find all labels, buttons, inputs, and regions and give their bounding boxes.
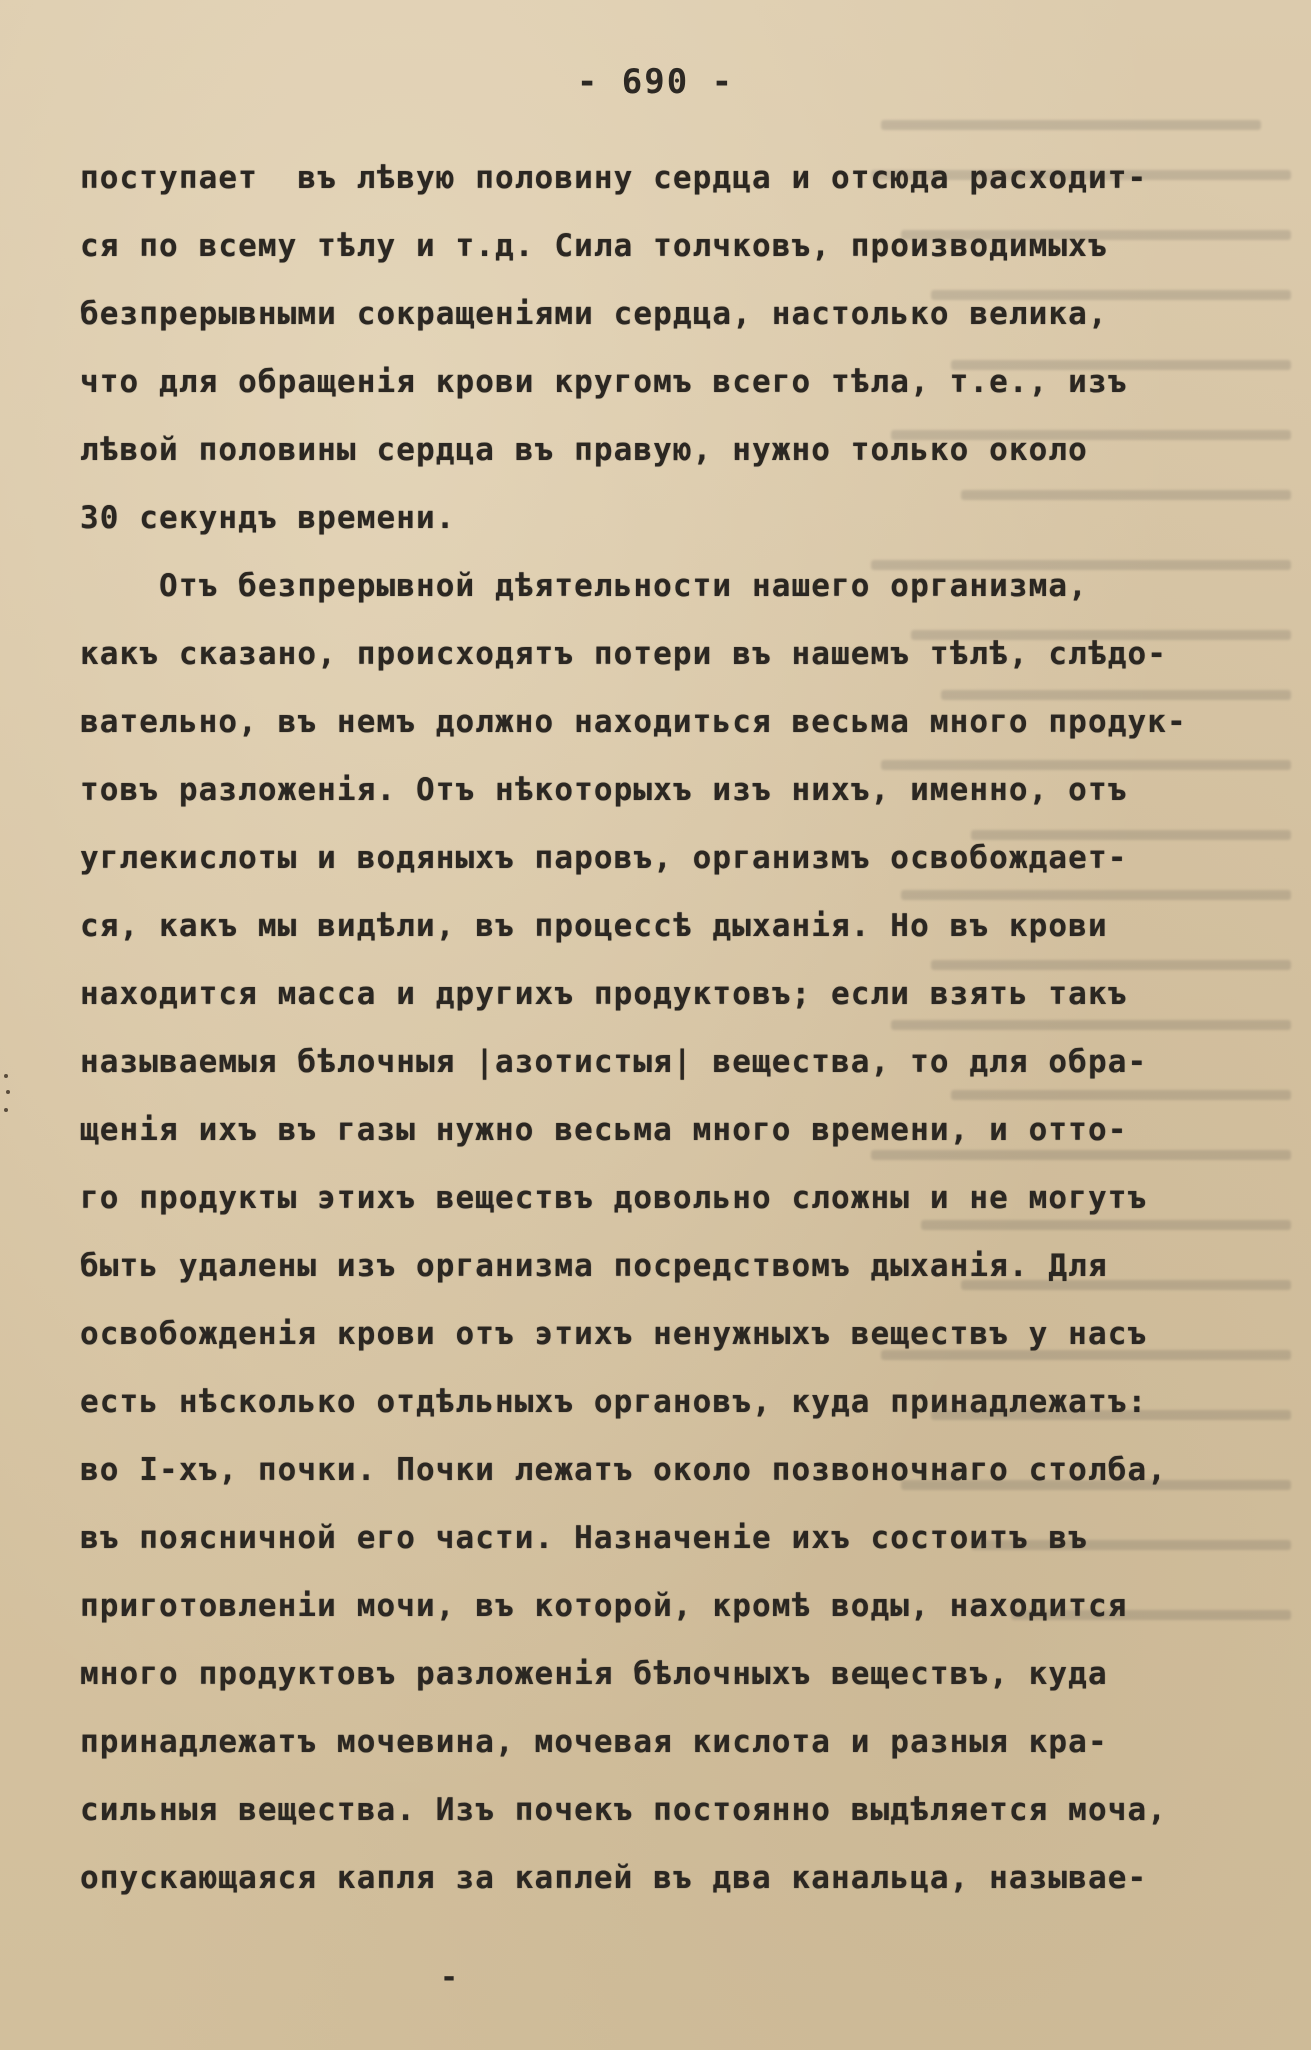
text-line: Отъ безпрерывной дѣятельности нашего организма, <box>80 568 1088 604</box>
text-line: углекислоты и водяныхъ паровъ, организмъ освобождает- <box>80 840 1128 876</box>
text-line: безпрерывными сокращеніями сердца, настолько велика, <box>80 296 1108 332</box>
text-line: принадлежатъ мочевина, мочевая кислота и разныя кра- <box>80 1724 1108 1760</box>
text-line: называемыя бѣлочныя |азотистыя| вещества, то для обра- <box>80 1044 1148 1080</box>
text-line: что для обращенія крови кругомъ всего тѣла, т.е., изъ <box>80 364 1128 400</box>
text-line: освобожденія крови отъ этихъ ненужныхъ веществъ у насъ <box>80 1316 1148 1352</box>
text-line: опускающаяся капля за каплей въ два канальца, называе- <box>80 1860 1148 1896</box>
text-line: лѣвой половины сердца въ правую, нужно только около <box>80 432 1088 468</box>
text-line: находится масса и другихъ продуктовъ; если взять такъ <box>80 976 1128 1012</box>
text-line: поступает въ лѣвую половину сердца и отсюда расходит- <box>80 160 1148 196</box>
text-line: приготовленіи мочи, въ которой, кромѣ воды, находится <box>80 1588 1128 1624</box>
bleed-through-texture <box>871 110 1301 1670</box>
page-number: - 690 - <box>576 62 735 102</box>
text-line: щенія ихъ въ газы нужно весьма много времени, и отто- <box>80 1112 1128 1148</box>
footer-dash: - <box>440 1960 459 1995</box>
text-line: ся, какъ мы видѣли, въ процессѣ дыханія. Но въ крови <box>80 908 1108 944</box>
edge-marks <box>2 1070 12 1130</box>
text-line: вательно, въ немъ должно находиться весьма много продук- <box>80 704 1187 740</box>
text-line: сильныя вещества. Изъ почекъ постоянно выдѣляется моча, <box>80 1792 1167 1828</box>
text-line: какъ сказано, происходятъ потери въ нашемъ тѣлѣ, слѣдо- <box>80 636 1167 672</box>
text-line: есть нѣсколько отдѣльныхъ органовъ, куда принадлежатъ: <box>80 1384 1148 1420</box>
text-line: быть удалены изъ организма посредствомъ дыханія. Для <box>80 1248 1108 1284</box>
text-line: го продукты этихъ веществъ довольно сложны и не могутъ <box>80 1180 1148 1216</box>
text-line: въ поясничной его части. Назначеніе ихъ состоитъ въ <box>80 1520 1088 1556</box>
text-line: 30 секундъ времени. <box>80 500 456 536</box>
text-line: много продуктовъ разложенія бѣлочныхъ веществъ, куда <box>80 1656 1108 1692</box>
text-line: во I-хъ, почки. Почки лежатъ около позвоночнаго столба, <box>80 1452 1167 1488</box>
text-line: товъ разложенія. Отъ нѣкоторыхъ изъ нихъ, именно, отъ <box>80 772 1128 808</box>
text-line: ся по всему тѣлу и т.д. Сила толчковъ, производимыхъ <box>80 228 1108 264</box>
